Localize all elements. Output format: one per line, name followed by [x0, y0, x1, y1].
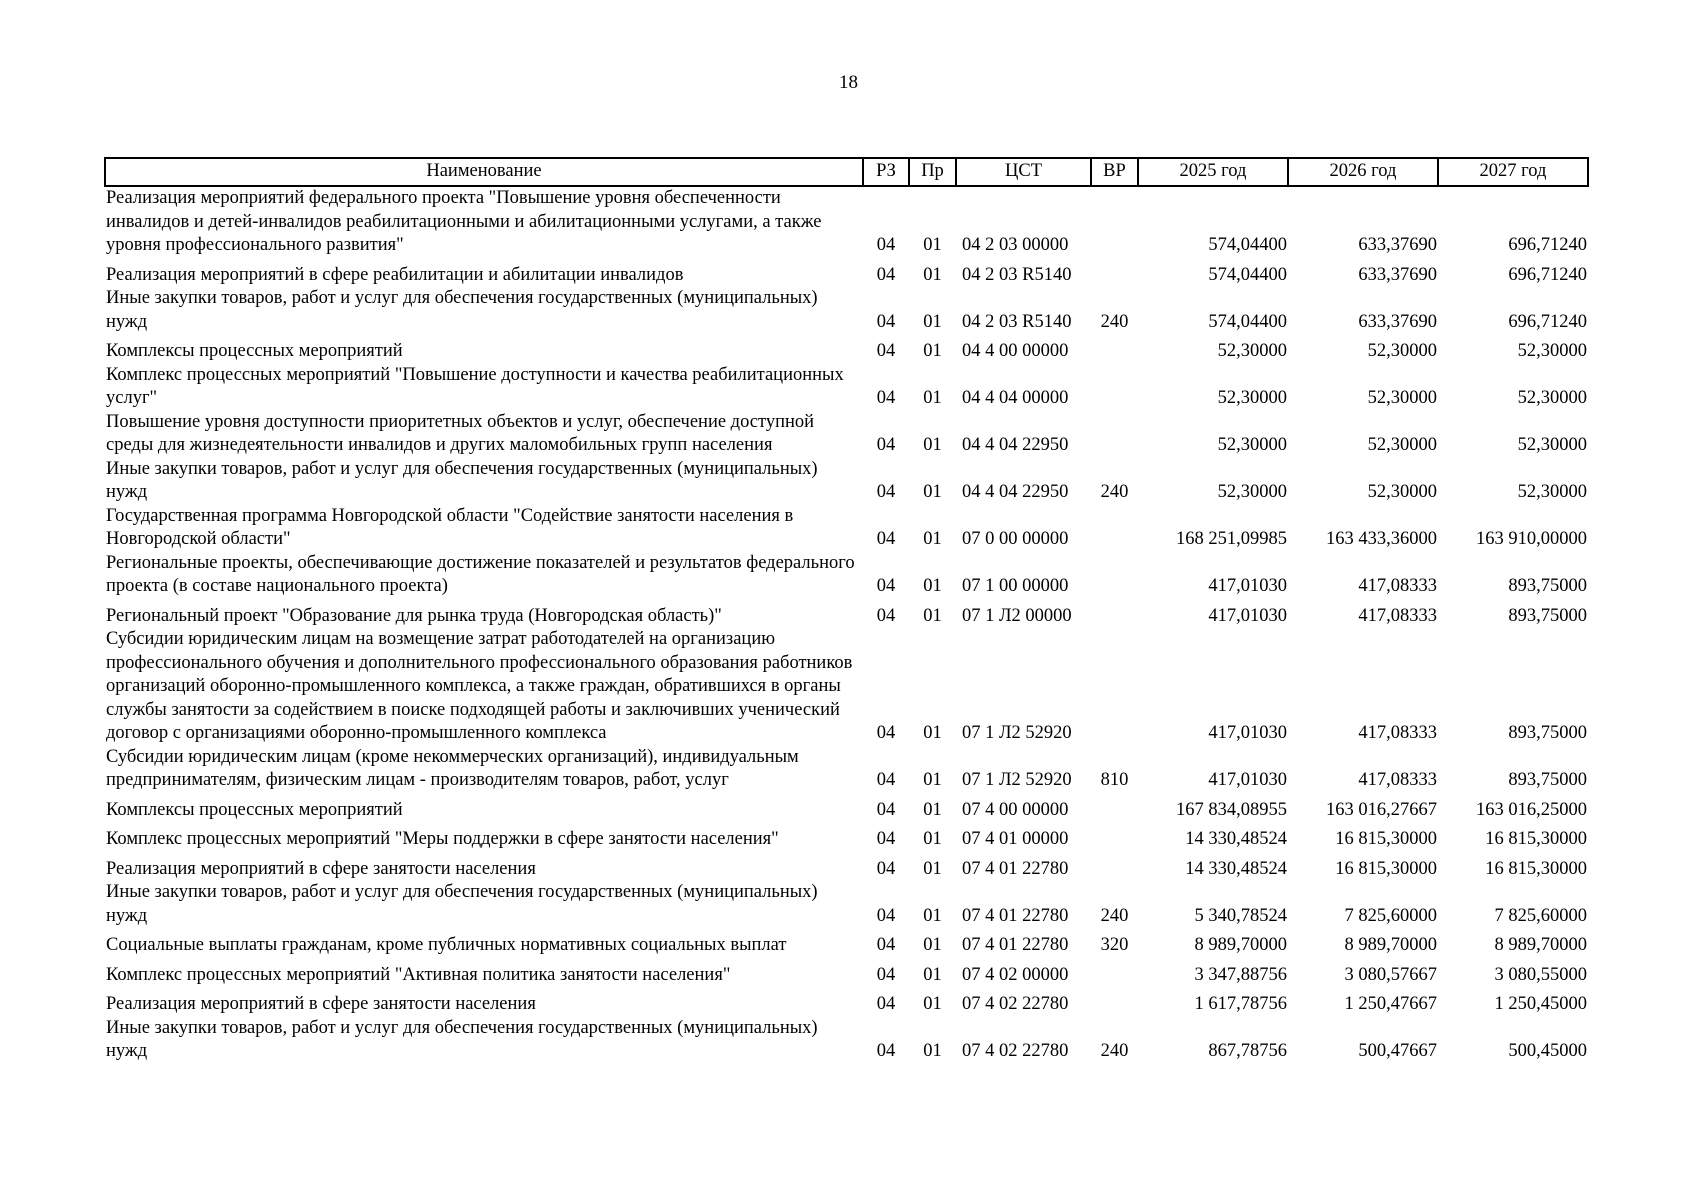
row-cst: 04 4 04 22950	[962, 482, 1069, 502]
row-rz: 04	[876, 829, 896, 849]
row-pr: 01	[923, 264, 942, 285]
row-pr: 01	[923, 576, 942, 596]
row-cst: 07 4 01 22780	[962, 935, 1069, 955]
row-amount-2025: 574,04400	[1208, 311, 1287, 332]
table-row	[105, 552, 1588, 599]
row-amount-2025: 52,30000	[1217, 341, 1287, 361]
row-amount-2026: 417,08333	[1358, 723, 1437, 743]
header-vr: ВР	[1091, 158, 1138, 186]
row-name: Реализация мероприятий в сфере занятости населения	[106, 994, 536, 1014]
table-row	[105, 822, 1588, 852]
row-amount-2025: 417,01030	[1208, 770, 1287, 790]
row-cst: 07 4 02 00000	[962, 964, 1069, 985]
row-name: Государственная программа Новгородской области "Содействие занятости населения в Новгородской области"	[106, 505, 794, 549]
row-amount-2025: 52,30000	[1217, 388, 1287, 408]
table-row	[105, 364, 1588, 411]
row-amount-2027: 500,45000	[1508, 1041, 1587, 1061]
row-amount-2027: 3 080,55000	[1494, 964, 1587, 985]
header-rz: РЗ	[863, 158, 909, 186]
row-amount-2025: 8 989,70000	[1194, 935, 1287, 955]
row-rz: 04	[876, 1041, 896, 1061]
row-amount-2026: 163 016,27667	[1326, 799, 1437, 820]
row-name: Реализация мероприятий федерального проекта "Повышение уровня обеспеченности инвалидов и детей-инвалидов реабилитационными и абилитационными услугами, а также уровня профессионального развития"	[106, 188, 822, 255]
row-vr	[1091, 364, 1138, 411]
header-name: Наименование	[105, 158, 863, 186]
row-name: Иные закупки товаров, работ и услуг для обеспечения государственных (муниципальных) нужд	[106, 458, 818, 502]
row-amount-2026: 500,47667	[1358, 1041, 1437, 1061]
row-amount-2027: 1 250,45000	[1494, 994, 1587, 1014]
row-rz: 04	[876, 482, 896, 502]
row-amount-2025: 14 330,48524	[1185, 829, 1287, 849]
row-amount-2026: 16 815,30000	[1335, 858, 1437, 879]
row-name: Социальные выплаты гражданам, кроме публичных нормативных социальных выплат	[106, 935, 787, 955]
row-rz: 04	[876, 935, 896, 955]
table-row	[105, 928, 1588, 958]
row-amount-2026: 633,37690	[1358, 311, 1437, 332]
page-number: 18	[839, 72, 858, 93]
row-rz: 04	[876, 858, 896, 879]
table-row	[105, 746, 1588, 793]
row-name: Комплексы процессных мероприятий	[106, 799, 403, 820]
table-row	[105, 987, 1588, 1017]
row-name: Субсидии юридическим лицам (кроме некоммерческих организаций), индивидуальным предпринимателям, физическим лицам - производителям товаров, работ, услуг	[106, 746, 799, 790]
row-vr	[1091, 505, 1138, 552]
row-vr	[1091, 258, 1138, 288]
row-amount-2027: 16 815,30000	[1485, 829, 1587, 849]
header-row	[105, 158, 1588, 186]
budget-table	[104, 157, 1589, 1064]
table-row	[105, 1017, 1588, 1064]
row-vr	[1091, 852, 1138, 882]
row-amount-2025: 3 347,88756	[1194, 964, 1287, 985]
row-cst: 07 0 00 00000	[962, 529, 1069, 549]
table-row	[105, 258, 1588, 288]
row-pr: 01	[923, 829, 942, 849]
row-cst: 07 4 01 22780	[962, 905, 1069, 926]
row-name: Иные закупки товаров, работ и услуг для обеспечения государственных (муниципальных) нужд	[106, 288, 818, 332]
row-amount-2027: 52,30000	[1517, 435, 1587, 455]
row-pr: 01	[923, 341, 942, 361]
table-body	[105, 186, 1588, 1064]
row-pr: 01	[923, 605, 942, 626]
row-cst: 07 4 01 00000	[962, 829, 1069, 849]
row-amount-2027: 16 815,30000	[1485, 858, 1587, 879]
row-vr	[1091, 628, 1138, 746]
row-amount-2027: 52,30000	[1517, 341, 1587, 361]
row-amount-2027: 696,71240	[1508, 311, 1587, 332]
row-rz: 04	[876, 264, 896, 285]
row-cst: 07 4 02 22780	[962, 1041, 1069, 1061]
row-amount-2025: 1 617,78756	[1194, 994, 1287, 1014]
row-amount-2025: 168 251,09985	[1176, 529, 1287, 549]
row-rz: 04	[876, 235, 896, 255]
row-vr	[1091, 411, 1138, 458]
row-cst: 04 4 04 22950	[962, 435, 1069, 455]
row-amount-2026: 7 825,60000	[1344, 905, 1437, 926]
row-amount-2026: 52,30000	[1367, 482, 1437, 502]
row-vr	[1091, 186, 1138, 258]
row-vr	[1091, 599, 1138, 629]
row-cst: 04 2 03 00000	[962, 235, 1069, 255]
row-cst: 07 1 Л2 52920	[962, 770, 1072, 790]
row-rz: 04	[876, 799, 896, 820]
row-pr: 01	[923, 964, 942, 985]
row-cst: 07 1 Л2 00000	[962, 605, 1072, 626]
row-cst: 07 1 Л2 52920	[962, 723, 1072, 743]
header-2026: 2026 год	[1288, 158, 1438, 186]
row-rz: 04	[876, 311, 896, 332]
row-name: Комплекс процессных мероприятий "Меры поддержки в сфере занятости населения"	[106, 829, 779, 849]
row-rz: 04	[876, 770, 896, 790]
row-amount-2026: 417,08333	[1358, 576, 1437, 596]
row-cst: 07 4 01 22780	[962, 858, 1069, 879]
table-row	[105, 852, 1588, 882]
header-cst: ЦСТ	[956, 158, 1091, 186]
row-name: Реализация мероприятий в сфере занятости населения	[106, 858, 536, 879]
header-2025: 2025 год	[1138, 158, 1288, 186]
row-amount-2027: 52,30000	[1517, 482, 1587, 502]
row-cst: 04 4 00 00000	[962, 341, 1069, 361]
row-amount-2026: 3 080,57667	[1344, 964, 1437, 985]
row-rz: 04	[876, 723, 896, 743]
table-row	[105, 881, 1588, 928]
row-amount-2026: 52,30000	[1367, 388, 1437, 408]
row-rz: 04	[876, 576, 896, 596]
row-cst: 04 2 03 R5140	[962, 311, 1072, 332]
row-vr: 810	[1100, 770, 1129, 790]
row-name: Иные закупки товаров, работ и услуг для обеспечения государственных (муниципальных) нужд	[106, 882, 818, 926]
table-header	[105, 158, 1588, 186]
row-vr	[1091, 552, 1138, 599]
row-pr: 01	[923, 935, 942, 955]
row-name: Комплекс процессных мероприятий "Активная политика занятости населения"	[106, 964, 731, 985]
row-amount-2025: 574,04400	[1208, 264, 1287, 285]
row-amount-2027: 8 989,70000	[1494, 935, 1587, 955]
row-cst: 04 2 03 R5140	[962, 264, 1072, 285]
row-cst: 07 1 00 00000	[962, 576, 1069, 596]
row-vr	[1091, 958, 1138, 988]
row-pr: 01	[923, 311, 942, 332]
row-name: Региональные проекты, обеспечивающие достижение показателей и результатов федерального проекта (в составе национального проекта)	[106, 552, 855, 596]
row-rz: 04	[876, 388, 896, 408]
table-row	[105, 411, 1588, 458]
row-name: Комплексы процессных мероприятий	[106, 341, 403, 361]
row-pr: 01	[923, 770, 942, 790]
row-amount-2026: 417,08333	[1358, 770, 1437, 790]
row-amount-2026: 1 250,47667	[1344, 994, 1437, 1014]
row-amount-2027: 696,71240	[1508, 235, 1587, 255]
row-vr: 240	[1100, 311, 1129, 332]
row-pr: 01	[923, 799, 942, 820]
row-vr: 320	[1100, 935, 1129, 955]
row-amount-2025: 417,01030	[1208, 723, 1287, 743]
row-cst: 07 4 02 22780	[962, 994, 1069, 1014]
row-amount-2025: 167 834,08955	[1176, 799, 1287, 820]
row-pr: 01	[923, 529, 942, 549]
row-vr	[1091, 987, 1138, 1017]
row-name: Реализация мероприятий в сфере реабилитации и абилитации инвалидов	[106, 264, 684, 285]
row-amount-2027: 893,75000	[1508, 723, 1587, 743]
row-amount-2026: 633,37690	[1358, 235, 1437, 255]
header-pr: Пр	[909, 158, 956, 186]
row-amount-2026: 52,30000	[1367, 435, 1437, 455]
row-pr: 01	[923, 905, 942, 926]
row-pr: 01	[923, 435, 942, 455]
row-amount-2026: 417,08333	[1358, 605, 1437, 626]
row-amount-2027: 893,75000	[1508, 770, 1587, 790]
row-vr	[1091, 822, 1138, 852]
row-amount-2026: 633,37690	[1358, 264, 1437, 285]
row-amount-2027: 7 825,60000	[1494, 905, 1587, 926]
row-amount-2025: 52,30000	[1217, 482, 1287, 502]
table-row	[105, 458, 1588, 505]
row-rz: 04	[876, 905, 896, 926]
row-pr: 01	[923, 1041, 942, 1061]
row-rz: 04	[876, 964, 896, 985]
row-name: Повышение уровня доступности приоритетных объектов и услуг, обеспечение доступной среды для жизнедеятельности инвалидов и других маломобильных групп населения	[106, 411, 815, 455]
row-vr	[1091, 793, 1138, 823]
row-amount-2025: 52,30000	[1217, 435, 1287, 455]
row-pr: 01	[923, 994, 942, 1014]
table-row	[105, 186, 1588, 258]
row-name: Региональный проект "Образование для рынка труда (Новгородская область)"	[106, 605, 722, 626]
table-row	[105, 287, 1588, 334]
row-vr: 240	[1100, 905, 1129, 926]
row-pr: 01	[923, 723, 942, 743]
table-row	[105, 793, 1588, 823]
row-rz: 04	[876, 605, 896, 626]
table-row	[105, 958, 1588, 988]
row-amount-2026: 163 433,36000	[1326, 529, 1437, 549]
row-amount-2025: 14 330,48524	[1185, 858, 1287, 879]
row-vr: 240	[1100, 482, 1129, 502]
table-row	[105, 628, 1588, 746]
row-rz: 04	[876, 341, 896, 361]
table-row	[105, 505, 1588, 552]
row-amount-2025: 5 340,78524	[1194, 905, 1287, 926]
row-amount-2026: 8 989,70000	[1344, 935, 1437, 955]
row-amount-2025: 574,04400	[1208, 235, 1287, 255]
row-cst: 07 4 00 00000	[962, 799, 1069, 820]
table-row	[105, 334, 1588, 364]
row-amount-2025: 417,01030	[1208, 605, 1287, 626]
row-amount-2026: 16 815,30000	[1335, 829, 1437, 849]
row-cst: 04 4 04 00000	[962, 388, 1069, 408]
table-row	[105, 599, 1588, 629]
row-pr: 01	[923, 388, 942, 408]
row-rz: 04	[876, 529, 896, 549]
row-pr: 01	[923, 235, 942, 255]
row-amount-2027: 163 016,25000	[1476, 799, 1587, 820]
row-amount-2025: 867,78756	[1208, 1041, 1287, 1061]
row-amount-2027: 52,30000	[1517, 388, 1587, 408]
row-name: Иные закупки товаров, работ и услуг для обеспечения государственных (муниципальных) нужд	[106, 1017, 818, 1061]
row-rz: 04	[876, 435, 896, 455]
row-amount-2027: 893,75000	[1508, 576, 1587, 596]
row-pr: 01	[923, 482, 942, 502]
row-name: Комплекс процессных мероприятий "Повышение доступности и качества реабилитационных услуг"	[106, 364, 844, 408]
row-amount-2027: 163 910,00000	[1476, 529, 1587, 549]
row-amount-2026: 52,30000	[1367, 341, 1437, 361]
row-rz: 04	[876, 994, 896, 1014]
header-2027: 2027 год	[1438, 158, 1588, 186]
row-vr	[1091, 334, 1138, 364]
row-amount-2027: 696,71240	[1508, 264, 1587, 285]
row-vr: 240	[1100, 1041, 1129, 1061]
row-amount-2027: 893,75000	[1508, 605, 1587, 626]
row-name: Субсидии юридическим лицам на возмещение затрат работодателей на организацию профессионального обучения и дополнительного профессионального образования работников организаций оборонно-промышленного комплекса, а также граждан, обратившихся в органы службы занятости за содействием в поиске подходящей работы и заключивших ученический договор с организациями оборонно-промышленного комплекса	[106, 629, 853, 743]
row-pr: 01	[923, 858, 942, 879]
row-amount-2025: 417,01030	[1208, 576, 1287, 596]
